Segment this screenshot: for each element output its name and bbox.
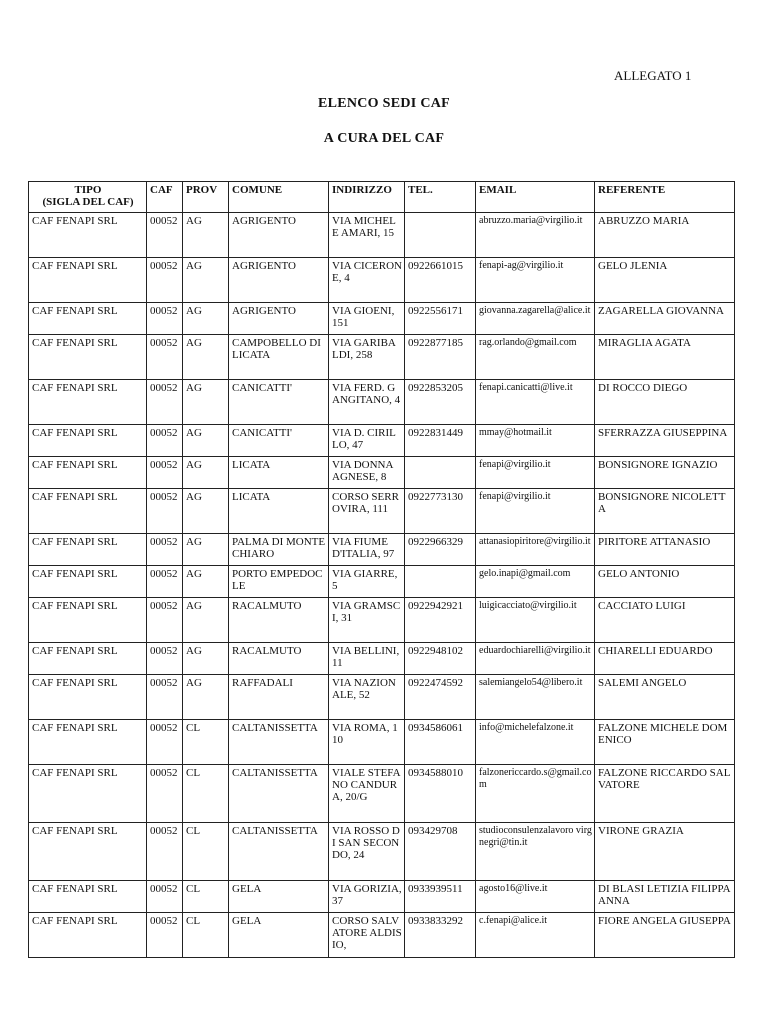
cell-indirizzo: VIA D. CIRILLO, 47 (329, 425, 405, 457)
cell-referente: CACCIATO LUIGI (595, 598, 735, 643)
cell-tel: 0922966329 (405, 534, 476, 566)
table-row (29, 213, 735, 258)
cell-tipo: CAF FENAPI SRL (29, 489, 147, 534)
table-row (29, 675, 735, 720)
cell-tipo: CAF FENAPI SRL (29, 720, 147, 765)
cell-referente: DI ROCCO DIEGO (595, 380, 735, 425)
cell-tipo: CAF FENAPI SRL (29, 643, 147, 675)
table-row (29, 380, 735, 425)
cell-indirizzo: VIA BELLINI, 11 (329, 643, 405, 675)
cell-tipo: CAF FENAPI SRL (29, 380, 147, 425)
cell-indirizzo: VIA ROMA, 110 (329, 720, 405, 765)
cell-email: studioconsulenzalavoro virgnegri@tin.it (476, 823, 595, 881)
cell-prov: AG (183, 598, 229, 643)
cell-referente: GELO ANTONIO (595, 566, 735, 598)
table-row (29, 881, 735, 913)
cell-prov: AG (183, 457, 229, 489)
cell-tel: 0922474592 (405, 675, 476, 720)
cell-caf: 00052 (147, 720, 183, 765)
header-indirizzo: INDIRIZZO (329, 182, 405, 213)
cell-tel: 0934588010 (405, 765, 476, 823)
cell-tel: 0922831449 (405, 425, 476, 457)
cell-email: eduardochiarelli@virgilio.it (476, 643, 595, 675)
cell-email: mmay@hotmail.it (476, 425, 595, 457)
cell-comune: AGRIGENTO (229, 213, 329, 258)
cell-caf: 00052 (147, 213, 183, 258)
cell-tipo: CAF FENAPI SRL (29, 598, 147, 643)
table-row (29, 643, 735, 675)
cell-email: fenapi.canicatti@live.it (476, 380, 595, 425)
cell-indirizzo: VIA MICHELE AMARI, 15 (329, 213, 405, 258)
table-row (29, 720, 735, 765)
cell-tipo: CAF FENAPI SRL (29, 675, 147, 720)
cell-prov: AG (183, 303, 229, 335)
cell-prov: AG (183, 380, 229, 425)
cell-prov: CL (183, 881, 229, 913)
cell-caf: 00052 (147, 489, 183, 534)
cell-email: giovanna.zagarella@alice.it (476, 303, 595, 335)
cell-tipo: CAF FENAPI SRL (29, 303, 147, 335)
header-email: EMAIL (476, 182, 595, 213)
cell-tipo: CAF FENAPI SRL (29, 213, 147, 258)
cell-prov: CL (183, 765, 229, 823)
cell-comune: PORTO EMPEDOCLE (229, 566, 329, 598)
page-title: ELENCO SEDI CAF (317, 96, 451, 111)
cell-tipo: CAF FENAPI SRL (29, 765, 147, 823)
cell-comune: CALTANISSETTA (229, 823, 329, 881)
table-row (29, 534, 735, 566)
cell-indirizzo: VIA NAZIONALE, 52 (329, 675, 405, 720)
cell-comune: AGRIGENTO (229, 303, 329, 335)
table-row (29, 258, 735, 303)
table-row (29, 425, 735, 457)
cell-indirizzo: CORSO SALVATORE ALDISIO, (329, 913, 405, 958)
cell-caf: 00052 (147, 335, 183, 380)
cell-referente: ABRUZZO MARIA (595, 213, 735, 258)
cell-referente: DI BLASI LETIZIA FILIPPA ANNA (595, 881, 735, 913)
cell-referente: GELO JLENIA (595, 258, 735, 303)
cell-referente: PIRITORE ATTANASIO (595, 534, 735, 566)
cell-email: fenapi-ag@virgilio.it (476, 258, 595, 303)
cell-indirizzo: VIA GARIBALDI, 258 (329, 335, 405, 380)
cell-tel: 0922942921 (405, 598, 476, 643)
cell-prov: AG (183, 425, 229, 457)
cell-comune: GELA (229, 913, 329, 958)
cell-indirizzo: VIA CICERONE, 4 (329, 258, 405, 303)
cell-referente: ZAGARELLA GIOVANNA (595, 303, 735, 335)
cell-tel: 0933939511 (405, 881, 476, 913)
cell-caf: 00052 (147, 913, 183, 958)
header-referente: REFERENTE (595, 182, 735, 213)
cell-tel: 0922773130 (405, 489, 476, 534)
table-row (29, 823, 735, 881)
table-row (29, 566, 735, 598)
cell-caf: 00052 (147, 598, 183, 643)
cell-referente: SALEMI ANGELO (595, 675, 735, 720)
header-tipo (29, 182, 147, 213)
cell-caf: 00052 (147, 823, 183, 881)
cell-tipo: CAF FENAPI SRL (29, 258, 147, 303)
table-row (29, 457, 735, 489)
cell-comune: CALTANISSETTA (229, 720, 329, 765)
cell-comune: RACALMUTO (229, 598, 329, 643)
allegato-label: ALLEGATO 1 (614, 68, 692, 83)
cell-indirizzo: VIALE STEFANO CANDURA, 20/G (329, 765, 405, 823)
cell-tel: 0922948102 (405, 643, 476, 675)
header-comune: COMUNE (229, 182, 329, 213)
page-subtitle: A CURA DEL CAF (323, 131, 445, 146)
cell-tipo: CAF FENAPI SRL (29, 566, 147, 598)
cell-tipo: CAF FENAPI SRL (29, 881, 147, 913)
cell-indirizzo: VIA ROSSO DI SAN SECONDO, 24 (329, 823, 405, 881)
cell-indirizzo: VIA FERD. GANGITANO, 4 (329, 380, 405, 425)
cell-referente: MIRAGLIA AGATA (595, 335, 735, 380)
cell-comune: CANICATTI' (229, 380, 329, 425)
cell-prov: AG (183, 213, 229, 258)
cell-indirizzo: VIA GRAMSCI, 31 (329, 598, 405, 643)
cell-caf: 00052 (147, 258, 183, 303)
header-tipo-line2: (SIGLA DEL CAF) (42, 196, 134, 208)
cell-tel: 0922661015 (405, 258, 476, 303)
cell-caf: 00052 (147, 380, 183, 425)
caf-offices-table (28, 181, 735, 958)
cell-email: fenapi@virgilio.it (476, 489, 595, 534)
table-header-row (29, 182, 735, 213)
table-row (29, 489, 735, 534)
cell-referente: FALZONE MICHELE DOMENICO (595, 720, 735, 765)
cell-prov: CL (183, 823, 229, 881)
cell-referente: FALZONE RICCARDO SALVATORE (595, 765, 735, 823)
cell-tel: 0933833292 (405, 913, 476, 958)
cell-comune: LICATA (229, 489, 329, 534)
cell-prov: AG (183, 566, 229, 598)
cell-referente: VIRONE GRAZIA (595, 823, 735, 881)
header-tel: TEL. (405, 182, 476, 213)
cell-caf: 00052 (147, 675, 183, 720)
cell-prov: AG (183, 489, 229, 534)
cell-indirizzo: CORSO SERROVIRA, 111 (329, 489, 405, 534)
cell-tel (405, 566, 476, 598)
cell-email: info@michelefalzone.it (476, 720, 595, 765)
cell-comune: CALTANISSETTA (229, 765, 329, 823)
cell-caf: 00052 (147, 534, 183, 566)
cell-prov: AG (183, 335, 229, 380)
cell-prov: CL (183, 720, 229, 765)
cell-email: rag.orlando@gmail.com (476, 335, 595, 380)
cell-email: salemiangelo54@libero.it (476, 675, 595, 720)
cell-tipo: CAF FENAPI SRL (29, 425, 147, 457)
cell-comune: PALMA DI MONTECHIARO (229, 534, 329, 566)
cell-comune: LICATA (229, 457, 329, 489)
cell-caf: 00052 (147, 425, 183, 457)
cell-comune: RAFFADALI (229, 675, 329, 720)
cell-indirizzo: VIA GIOENI, 151 (329, 303, 405, 335)
cell-tipo: CAF FENAPI SRL (29, 913, 147, 958)
cell-tel: 0934586061 (405, 720, 476, 765)
table-row (29, 598, 735, 643)
cell-email: falzonericcardo.s@gmail.com (476, 765, 595, 823)
cell-tipo: CAF FENAPI SRL (29, 335, 147, 380)
cell-caf: 00052 (147, 457, 183, 489)
cell-tipo: CAF FENAPI SRL (29, 823, 147, 881)
cell-referente: BONSIGNORE IGNAZIO (595, 457, 735, 489)
cell-comune: GELA (229, 881, 329, 913)
cell-referente: CHIARELLI EDUARDO (595, 643, 735, 675)
cell-email: luigicacciato@virgilio.it (476, 598, 595, 643)
header-tipo-line1: TIPO (74, 184, 102, 196)
cell-tel (405, 457, 476, 489)
cell-caf: 00052 (147, 643, 183, 675)
cell-tel: 0922877185 (405, 335, 476, 380)
cell-comune: AGRIGENTO (229, 258, 329, 303)
cell-indirizzo: VIA GORIZIA, 37 (329, 881, 405, 913)
cell-comune: RACALMUTO (229, 643, 329, 675)
cell-caf: 00052 (147, 881, 183, 913)
cell-comune: CAMPOBELLO DI LICATA (229, 335, 329, 380)
cell-email: abruzzo.maria@virgilio.it (476, 213, 595, 258)
table-row (29, 765, 735, 823)
cell-tel: 093429708 (405, 823, 476, 881)
cell-prov: AG (183, 675, 229, 720)
cell-comune: CANICATTI' (229, 425, 329, 457)
header-caf: CAF (147, 182, 183, 213)
table-body (29, 213, 735, 958)
header-prov: PROV (183, 182, 229, 213)
cell-caf: 00052 (147, 566, 183, 598)
cell-referente: FIORE ANGELA GIUSEPPA (595, 913, 735, 958)
cell-email: fenapi@virgilio.it (476, 457, 595, 489)
table-row (29, 913, 735, 958)
cell-caf: 00052 (147, 303, 183, 335)
cell-referente: BONSIGNORE NICOLETTA (595, 489, 735, 534)
cell-email: gelo.inapi@gmail.com (476, 566, 595, 598)
cell-email: agosto16@live.it (476, 881, 595, 913)
cell-indirizzo: VIA DONNA AGNESE, 8 (329, 457, 405, 489)
table-row (29, 335, 735, 380)
cell-tel: 0922556171 (405, 303, 476, 335)
cell-indirizzo: VIA FIUME D'ITALIA, 97 (329, 534, 405, 566)
cell-caf: 00052 (147, 765, 183, 823)
cell-prov: AG (183, 643, 229, 675)
cell-tipo: CAF FENAPI SRL (29, 457, 147, 489)
cell-tipo: CAF FENAPI SRL (29, 534, 147, 566)
cell-prov: AG (183, 258, 229, 303)
cell-tel (405, 213, 476, 258)
cell-referente: SFERRAZZA GIUSEPPINA (595, 425, 735, 457)
cell-tel: 0922853205 (405, 380, 476, 425)
cell-prov: AG (183, 534, 229, 566)
cell-email: c.fenapi@alice.it (476, 913, 595, 958)
cell-indirizzo: VIA GIARRE, 5 (329, 566, 405, 598)
cell-prov: CL (183, 913, 229, 958)
cell-email: attanasiopiritore@virgilio.it (476, 534, 595, 566)
table-row (29, 303, 735, 335)
